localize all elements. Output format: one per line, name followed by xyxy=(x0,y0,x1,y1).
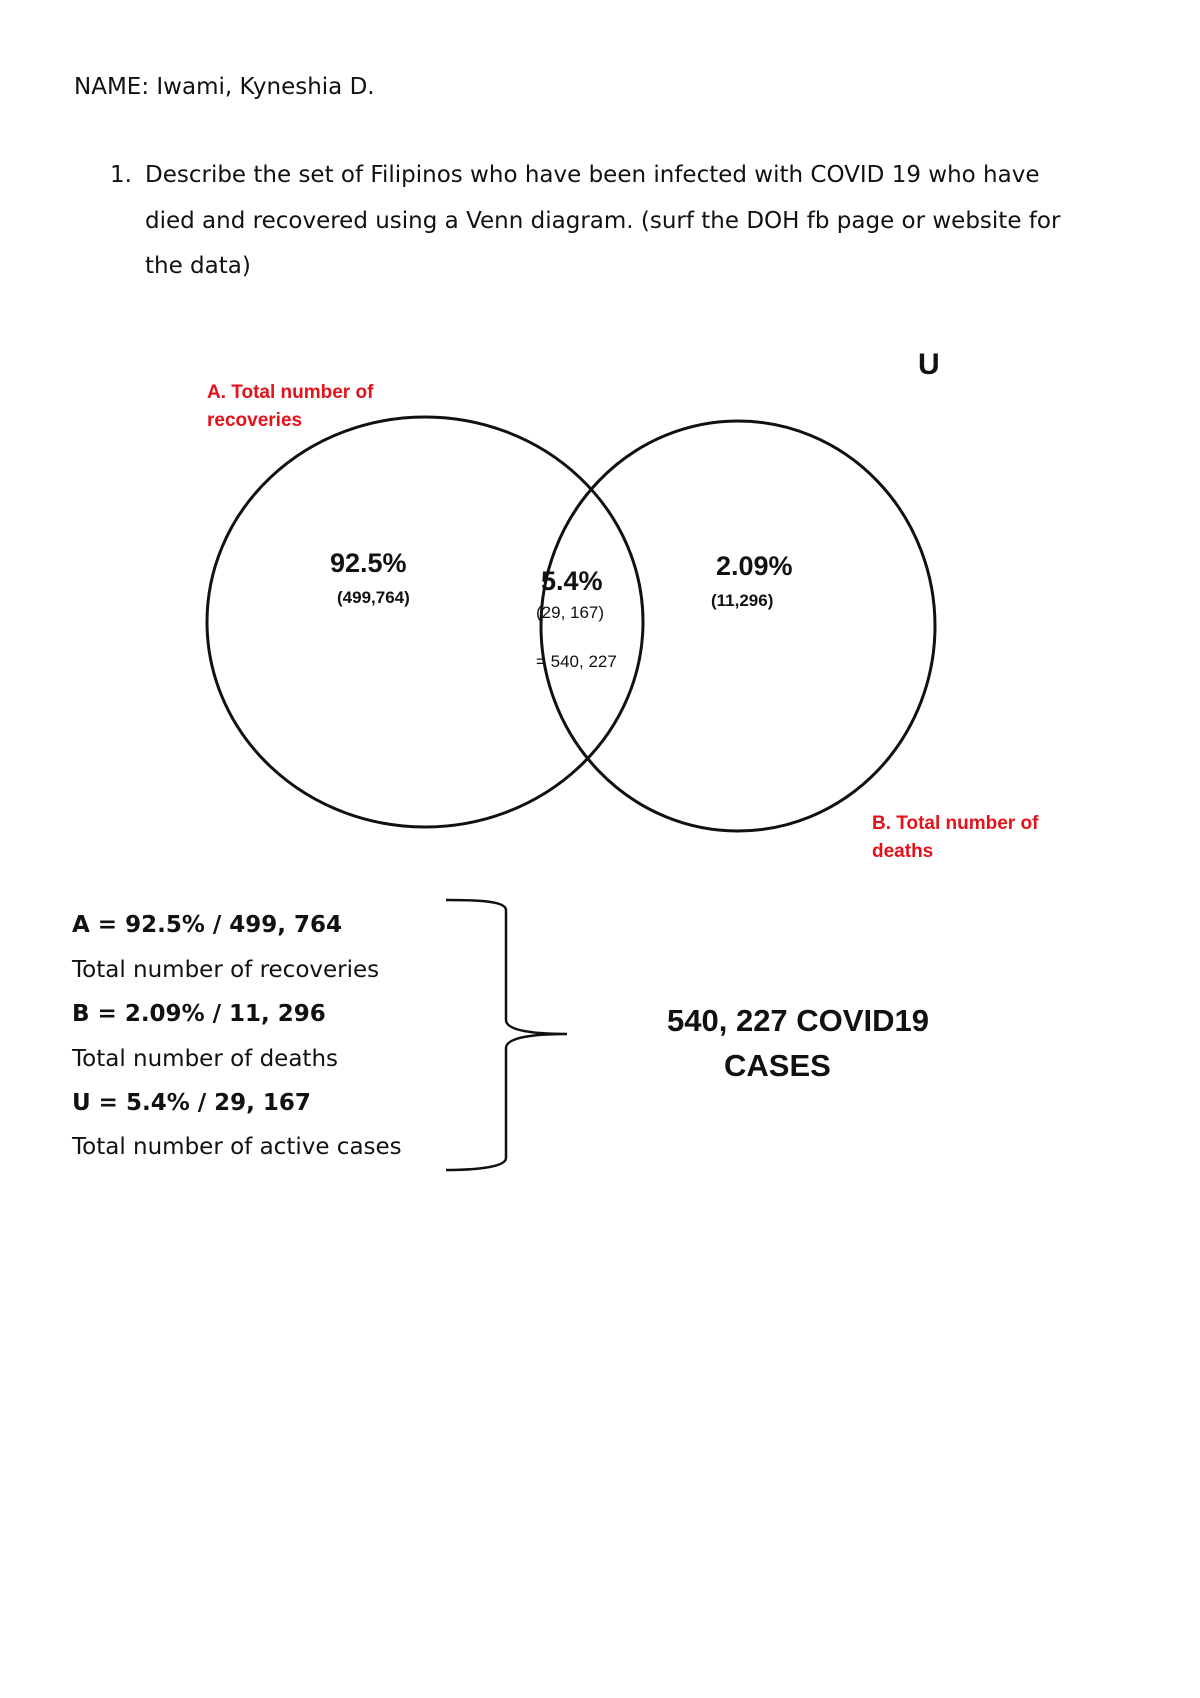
student-name: NAME: Iwami, Kyneshia D. xyxy=(74,74,375,100)
set-b-circle xyxy=(541,421,935,831)
b-only-count: (11,296) xyxy=(711,591,774,610)
question-number: 1. xyxy=(110,162,132,188)
legend-b-value: B = 2.09% / 11, 296 xyxy=(72,1001,326,1027)
universe-label: U xyxy=(918,348,940,381)
intersection-total: = 540, 227 xyxy=(536,652,617,671)
question-line-2: died and recovered using a Venn diagram. (surf the DOH fb page or website for xyxy=(145,208,1061,234)
intersection-count: (29, 167) xyxy=(536,603,605,622)
set-a-label xyxy=(207,379,373,435)
total-cases-line-1: 540, 227 COVID19 xyxy=(667,1003,929,1038)
grouping-brace xyxy=(446,900,567,1170)
set-a-label-line-2: recoveries xyxy=(207,410,303,431)
b-only-percent: 2.09% xyxy=(716,551,793,581)
set-b-label-line-1: B. Total number of xyxy=(872,813,1039,834)
legend-a-value: A = 92.5% / 499, 764 xyxy=(72,912,343,938)
legend-u-desc: Total number of active cases xyxy=(72,1134,402,1160)
set-a-label-line-1: A. Total number of xyxy=(207,382,374,403)
set-b-label xyxy=(872,810,1038,866)
total-cases-line-2: CASES xyxy=(724,1048,831,1083)
legend-u-value: U = 5.4% / 29, 167 xyxy=(72,1090,311,1116)
a-only-count: (499,764) xyxy=(337,588,410,607)
a-only-percent: 92.5% xyxy=(330,548,407,578)
question-line-1: Describe the set of Filipinos who have been infected with COVID 19 who have xyxy=(145,162,1040,188)
set-b-label-line-2: deaths xyxy=(872,841,934,862)
legend-a-desc: Total number of recoveries xyxy=(72,957,380,983)
question-line-3: the data) xyxy=(145,253,251,279)
legend-b-desc: Total number of deaths xyxy=(72,1046,339,1072)
intersection-percent: 5.4% xyxy=(541,566,603,596)
